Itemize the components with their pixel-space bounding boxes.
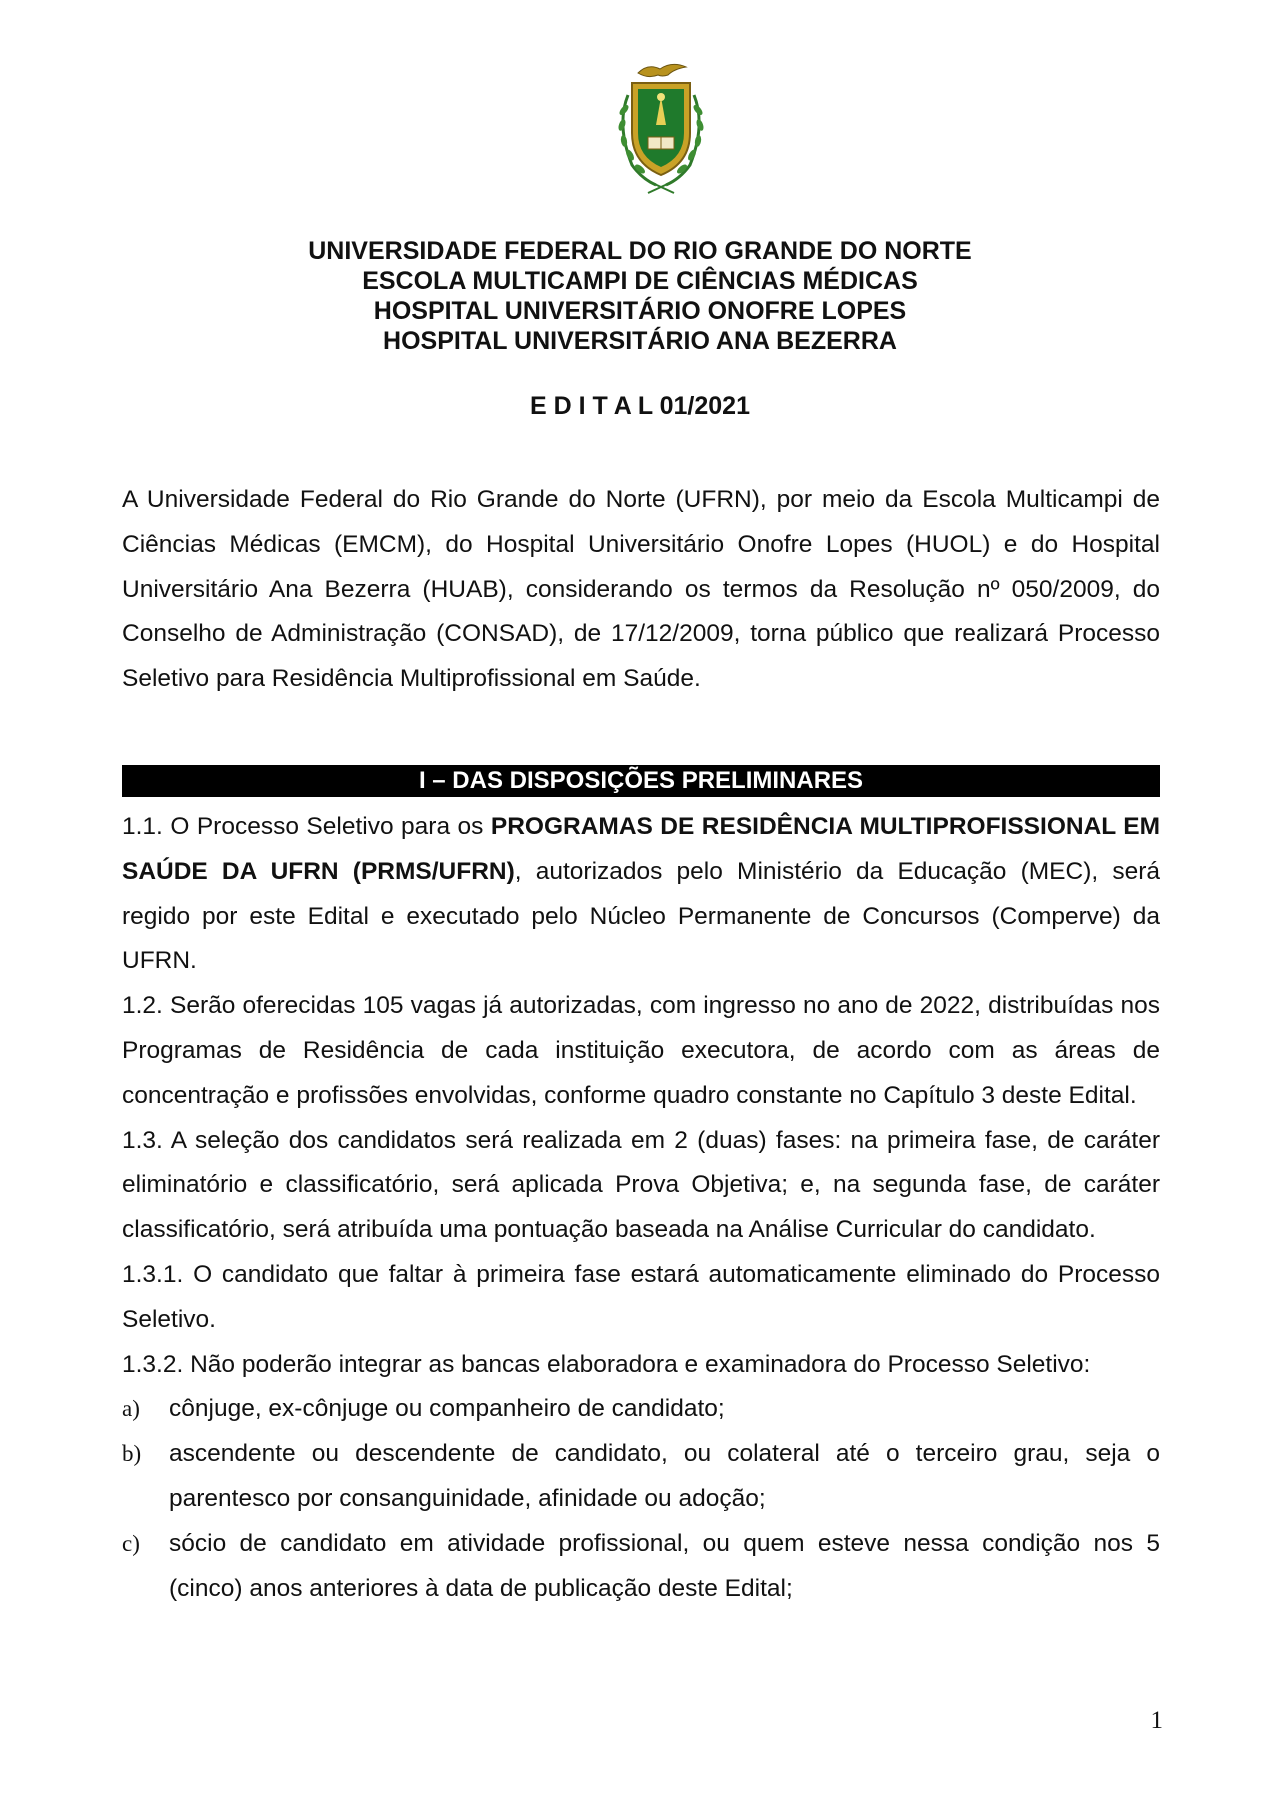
edital-title: E D I T A L 01/2021 [529,392,750,420]
item-1-3: 1.3. A seleção dos candidatos será realizada em 2 (duas) fases: na primeira fase, de caráter eliminatório e classificatório, será aplicada Prova Objetiva; e, na segunda fase, de caráter classificatório, será atribuída uma pontuação baseada na Análise Curricular do candidato. [122,1126,1160,1244]
list-item-text: cônjuge, ex-cônjuge ou companheiro de candidato; [169,1395,725,1423]
list-item [122,1387,1160,1432]
list-item [122,1522,1160,1612]
item-1-1-prefix: 1.1. O Processo Seletivo para os [122,813,491,840]
list-item [122,1432,1160,1522]
header-line-university: UNIVERSIDADE FEDERAL DO RIO GRANDE DO NORTE [308,237,972,265]
document-header [0,236,1280,356]
item-1-1-suffix: , autorizados pelo Ministério da Educação (MEC), será regido por este Edital e executado pelo Núcleo Permanente de Concursos (Comperve) da UFRN. [122,857,1160,975]
section-body [122,805,1160,1611]
university-seal-icon [608,55,714,195]
header-line-school: ESCOLA MULTICAMPI DE CIÊNCIAS MÉDICAS [362,267,918,295]
section-heading: I – DAS DISPOSIÇÕES PRELIMINARES [122,765,1160,797]
page-number: 1 [1150,1707,1163,1734]
list-marker: c) [122,1530,140,1556]
item-1-3-2: 1.3.2. Não poderão integrar as bancas elaboradora e examinadora do Processo Seletivo: [122,1350,1091,1378]
intro-text: A Universidade Federal do Rio Grande do Norte (UFRN), por meio da Escola Multicampi de Ciências Médicas (EMCM), do Hospital Universitário Onofre Lopes (HUOL) e do Hospital Universitário Ana Bezerra (HUAB), considerando os termos da Resolução nº 050/2009, do Conselho de Administração (CONSAD), de 17/12/2009, torna público que realizará Processo Seletivo para Residência Multiprofissional em Saúde. [122,486,1160,693]
item-1-2: 1.2. Serão oferecidas 105 vagas já autorizadas, com ingresso no ano de 2022, distribuídas nos Programas de Residência de cada instituição executora, de acordo com as áreas de concentração e profissões envolvidas, conforme quadro constante no Capítulo 3 deste Edital. [122,992,1160,1109]
list-marker: a) [122,1396,140,1422]
header-line-hospital-huab: HOSPITAL UNIVERSITÁRIO ANA BEZERRA [383,327,897,355]
item-1-3-1: 1.3.1. O candidato que faltar à primeira fase estará automaticamente eliminado do Processo Seletivo. [122,1260,1160,1333]
list-marker: b) [122,1441,142,1467]
list-item-text: ascendente ou descendente de candidato, ou colateral até o terceiro grau, seja o parentesco por consanguinidade, afinidade ou adoção; [169,1440,1160,1512]
item-1-1 [122,805,1160,984]
intro-paragraph [122,478,1160,702]
header-line-hospital-huol: HOSPITAL UNIVERSITÁRIO ONOFRE LOPES [373,297,907,325]
item-1-1-bold: PROGRAMAS DE RESIDÊNCIA MULTIPROFISSIONAL EM SAÚDE DA UFRN (PRMS/UFRN) [122,813,1160,885]
list-item-text: sócio de candidato em atividade profissional, ou quem esteve nessa condição nos 5 (cinco) anos anteriores à data de publicação deste Edital; [169,1529,1160,1602]
